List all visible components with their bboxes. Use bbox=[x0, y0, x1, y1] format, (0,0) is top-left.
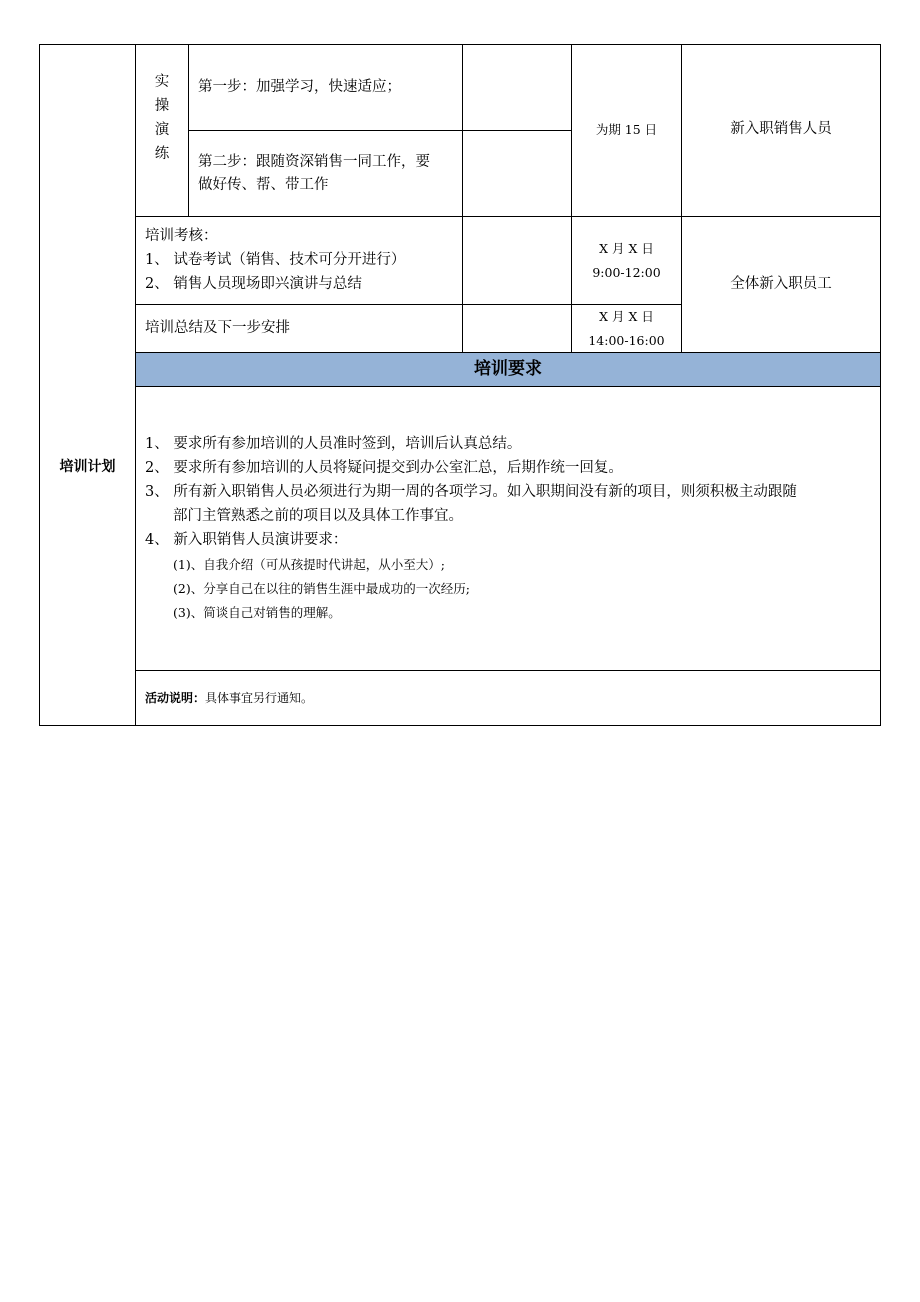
divider-col-time bbox=[681, 44, 682, 353]
requirements-heading: 培训要求 bbox=[474, 359, 542, 379]
requirement-item-3-line-1: 3、 所有新入职销售人员必须进行为期一周的各项学习。如入职期间没有新的项目，则须积极主动跟随 bbox=[145, 484, 797, 500]
divider-col-content bbox=[462, 44, 463, 353]
assessment-time: 9:00-12:00 bbox=[592, 265, 661, 280]
section-label: 培训计划 bbox=[59, 459, 116, 475]
activity-note-text: 具体事宜另行通知。 bbox=[205, 691, 314, 705]
activity-note bbox=[145, 687, 313, 710]
practice-duration: 为期 15 日 bbox=[595, 122, 658, 137]
requirement-item-3-line-2: 部门主管熟悉之前的项目以及具体工作事宜。 bbox=[173, 508, 463, 524]
practice-char: 实 bbox=[154, 74, 170, 90]
table-border-bottom bbox=[39, 725, 881, 726]
step-one-text: 第一步：加强学习，快速适应； bbox=[198, 79, 401, 95]
table-border-top bbox=[39, 44, 881, 45]
requirement-item-1: 1、 要求所有参加培训的人员准时签到，培训后认真总结。 bbox=[145, 436, 522, 452]
speech-requirement-2: (2)、分享自己在以往的销售生涯中最成功的一次经历; bbox=[173, 581, 470, 596]
table-border-left bbox=[39, 44, 40, 726]
table-border-right bbox=[880, 44, 881, 726]
divider-practice-bottom bbox=[135, 216, 881, 217]
divider-band-bottom bbox=[135, 386, 881, 387]
assessment-item-1: 1、 试卷考试（销售、技术可分开进行） bbox=[145, 252, 406, 268]
practice-char: 演 bbox=[154, 122, 170, 138]
step-two-line-1: 第二步：跟随资深销售一同工作，要 bbox=[198, 154, 430, 170]
divider-note-top bbox=[135, 670, 881, 671]
assessment-item-2: 2、 销售人员现场即兴演讲与总结 bbox=[145, 276, 362, 292]
summary-text: 培训总结及下一步安排 bbox=[145, 320, 290, 336]
practice-char: 操 bbox=[154, 98, 170, 114]
practice-target: 新入职销售人员 bbox=[730, 121, 832, 137]
summary-date: X 月 X 日 bbox=[599, 309, 654, 324]
divider-step-rows bbox=[188, 130, 572, 131]
requirement-item-2: 2、 要求所有参加培训的人员将疑问提交到办公室汇总，后期作统一回复。 bbox=[145, 460, 623, 476]
assessment-target: 全体新入职员工 bbox=[730, 276, 832, 292]
assessment-title: 培训考核： bbox=[145, 228, 218, 244]
practice-vertical-label bbox=[136, 70, 188, 166]
practice-char: 练 bbox=[154, 146, 170, 162]
speech-requirement-1: (1)、自我介绍（可从孩提时代讲起，从小至大）; bbox=[173, 557, 445, 572]
requirement-item-4: 4、 新入职销售人员演讲要求： bbox=[145, 532, 348, 548]
assessment-date: X 月 X 日 bbox=[599, 241, 654, 256]
activity-note-label: 活动说明： bbox=[145, 691, 206, 705]
summary-time: 14:00-16:00 bbox=[588, 333, 665, 348]
step-two-line-2: 做好传、帮、带工作 bbox=[198, 177, 329, 193]
speech-requirement-3: (3)、简谈自己对销售的理解。 bbox=[173, 605, 341, 620]
